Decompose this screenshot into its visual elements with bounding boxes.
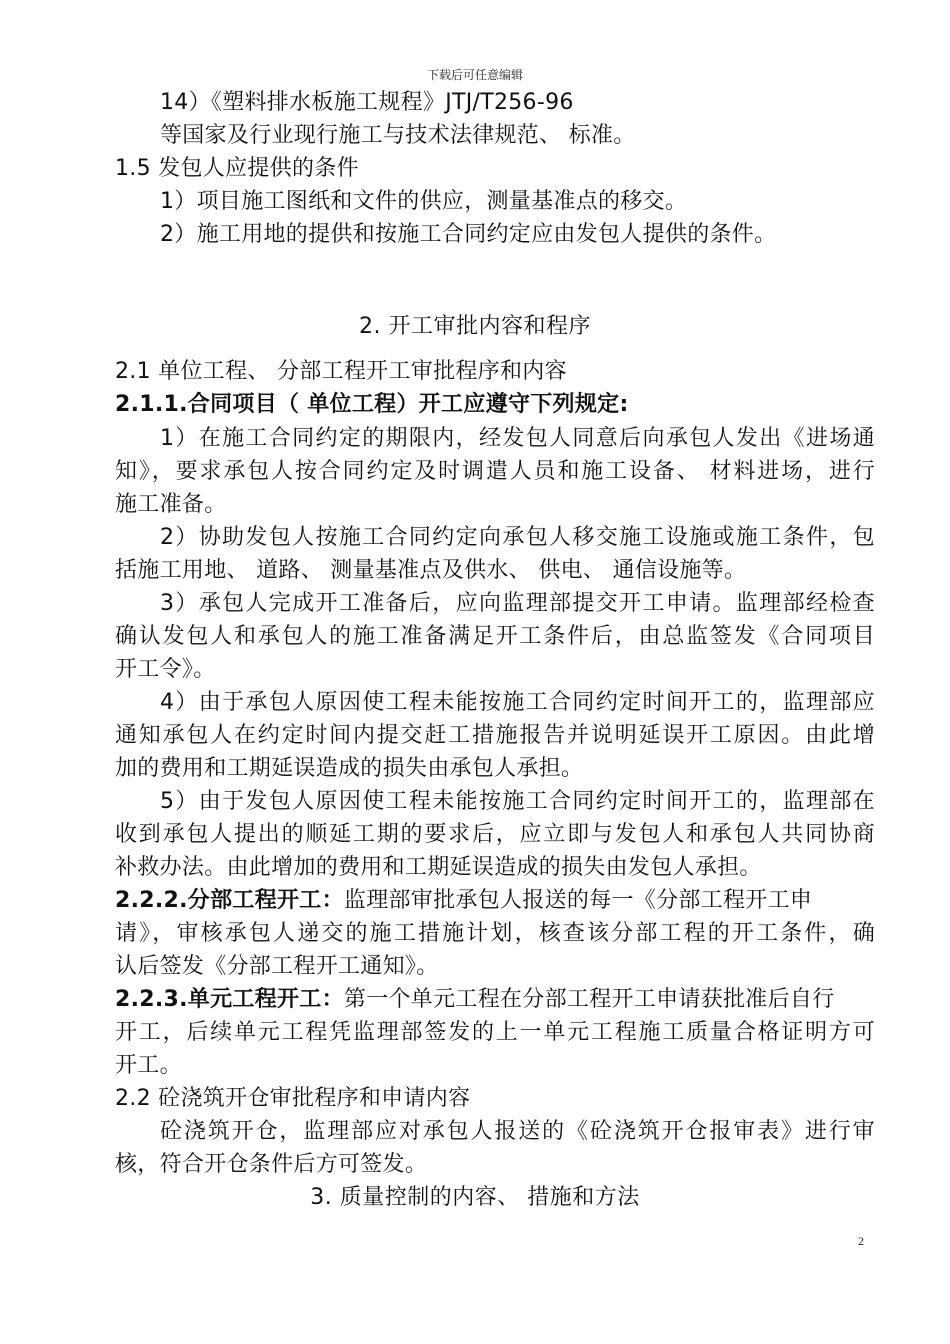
text-line: 通知承包人在约定时间内提交赶工措施报告并说明延误开工原因。由此增 [115, 723, 875, 748]
text-line: 收到承包人提出的顺延工期的要求后，应立即与发包人和承包人共同协商 [115, 822, 875, 847]
text-line: 开工令》。 [115, 657, 216, 682]
text-line: 括施工用地、 道路、 测量基准点及供水、 供电、 通信设施等。 [115, 558, 747, 583]
subsection-heading: 2.1.1.合同项目（ 单位工程）开工应遵守下列规定: [115, 392, 629, 417]
text-line: 14）《塑料排水板施工规程》JTJ/T256-96 [160, 90, 574, 115]
subsection-paragraph [115, 886, 875, 916]
text-line: 砼浇筑开仓，监理部应对承包人报送的《砼浇筑开仓报审表》进行审 [160, 1119, 875, 1144]
text-line: 1）在施工合同约定的期限内，经发包人同意后向承包人发出《进场通 [160, 426, 875, 451]
text-line: 开工。 [115, 1053, 182, 1078]
text-line: 确认发包人和承包人的施工准备满足开工条件后，由总监签发《合同项目 [115, 624, 875, 649]
text-line: 开工，后续单元工程凭监理部签发的上一单元工程施工质量合格证明方可 [115, 1020, 875, 1045]
page-header: 下载后可任意编辑 [426, 68, 523, 82]
page-number: 2 [858, 1234, 864, 1248]
text-line: 认后签发《分部工程开工通知》。 [115, 954, 439, 979]
subsection-paragraph [115, 985, 875, 1015]
chapter-heading: 2. 开工审批内容和程序 [359, 314, 591, 339]
text-line: 等国家及行业现行施工与技术法律规范、 标准。 [160, 123, 636, 148]
text-line: 知》，要求承包人按合同约定及时调遣人员和施工设备、 材料进场，进行 [115, 459, 875, 484]
section-heading: 2.2 砼浇筑开仓审批程序和申请内容 [115, 1086, 471, 1111]
text-line: 2）协助发包人按施工合同约定向承包人移交施工设施或施工条件，包 [160, 525, 875, 550]
text-line: 3）承包人完成开工准备后，应向监理部提交开工申请。监理部经检查 [160, 591, 875, 616]
subsection-label: 2.2.2.分部工程开工： [115, 888, 344, 913]
text-line: 1）项目施工图纸和文件的供应，测量基准点的移交。 [160, 189, 688, 214]
section-heading: 1.5 发包人应提供的条件 [115, 156, 359, 181]
text-line: 补救办法。由此增加的费用和工期延误造成的损失由发包人承担。 [115, 855, 762, 880]
subsection-label: 2.2.3.单元工程开工： [115, 987, 344, 1012]
text-line: 核，符合开仓条件后方可签发。 [115, 1152, 428, 1177]
chapter-heading: 3. 质量控制的内容、 措施和方法 [310, 1185, 640, 1210]
text-line: 5）由于发包人原因使工程未能按施工合同约定时间开工的，监理部在 [160, 789, 875, 814]
text-line: 4）由于承包人原因使工程未能按施工合同约定时间开工的，监理部应 [160, 690, 875, 715]
text-line: 施工准备。 [115, 492, 227, 517]
text-span: 第一个单元工程在分部工程开工申请获批准后自行 [343, 987, 835, 1012]
text-line: 2）施工用地的提供和按施工合同约定应由发包人提供的条件。 [160, 222, 777, 247]
text-line: 加的费用和工期延误造成的损失由承包人承担。 [115, 756, 584, 781]
text-span: 监理部审批承包人报送的每一《分部工程开工申 [343, 888, 813, 913]
section-heading: 2.1 单位工程、 分部工程开工审批程序和内容 [115, 359, 567, 384]
text-line: 请》，审核承包人递交的施工措施计划，核查该分部工程的开工条件，确 [115, 921, 875, 946]
